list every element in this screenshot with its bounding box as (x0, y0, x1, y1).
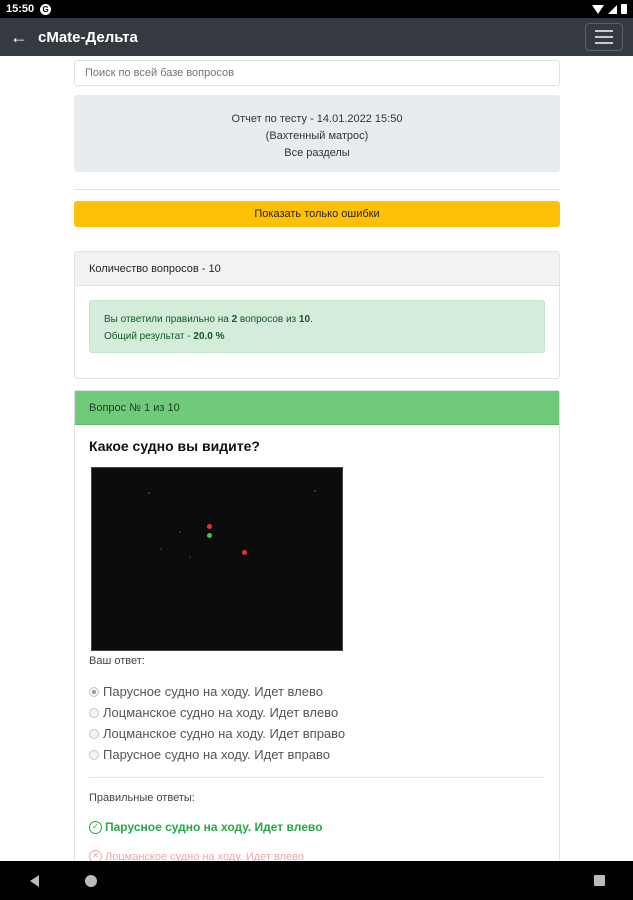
main-content[interactable] (0, 56, 633, 861)
hamburger-menu-button[interactable] (585, 23, 623, 51)
option-label: Лоцманское судно на ходу. Идет влево (103, 705, 339, 720)
app-bar (0, 18, 633, 56)
status-bar (0, 0, 633, 18)
report-role: (Вахтенный матрос) (265, 130, 369, 142)
summary-header: Количество вопросов - 10 (75, 252, 559, 286)
faint-light (314, 490, 316, 492)
nav-back-icon[interactable] (30, 875, 39, 887)
status-time: 15:50 (6, 3, 35, 15)
correct-count: 2 (231, 314, 238, 325)
wrong-answer-text: Лоцманское судно на ходу. Идет влево (105, 850, 304, 861)
correct-answers-label: Правильные ответы: (89, 792, 195, 804)
wifi-icon (592, 5, 604, 14)
answer-option[interactable] (89, 723, 345, 744)
red-light (242, 550, 247, 555)
overall-result: Общий результат - 20.0 % (104, 331, 225, 342)
radio-icon[interactable] (89, 750, 99, 760)
show-errors-button[interactable]: Показать только ошибки (74, 201, 560, 227)
question-image (91, 467, 343, 651)
menu-line (595, 30, 613, 32)
app-title: cMate-Дельта (38, 28, 138, 46)
green-light (207, 533, 212, 538)
total-count: 10 (298, 314, 311, 325)
question-text: Какое судно вы видите? (89, 438, 260, 454)
radio-selected-icon[interactable] (89, 687, 99, 697)
option-label: Лоцманское судно на ходу. Идет вправо (103, 726, 346, 741)
question-card (74, 390, 560, 861)
answer-option[interactable] (89, 702, 345, 723)
answer-option[interactable] (89, 681, 345, 702)
option-label: Парусное судно на ходу. Идет влево (103, 684, 323, 699)
correct-answer (89, 820, 322, 834)
back-arrow-icon[interactable]: ← (10, 26, 28, 47)
status-icons (592, 4, 627, 14)
search-input[interactable]: Поиск по всей базе вопросов (74, 60, 560, 86)
option-label: Парусное судно на ходу. Идет вправо (103, 747, 330, 762)
answer-options (89, 681, 345, 765)
faint-light (179, 531, 181, 533)
correct-count-text: Вы ответили правильно на 2 вопросов из 10. (104, 314, 313, 325)
question-header: Вопрос № 1 из 10 (75, 391, 559, 425)
result-value: 20.0 % (193, 331, 225, 342)
menu-line (595, 42, 613, 44)
signal-icon (608, 5, 617, 14)
report-title: Отчет по тесту - 14.01.2022 15:50 (231, 113, 403, 125)
correct-answer-text: Парусное судно на ходу. Идет влево (105, 820, 323, 834)
wrong-answer (89, 850, 304, 861)
your-answer-label: Ваш ответ: (89, 655, 145, 667)
red-light (207, 524, 212, 529)
navigation-bar (0, 861, 633, 900)
battery-icon (621, 4, 627, 14)
menu-line (595, 36, 613, 38)
faint-light (160, 548, 162, 550)
report-sections: Все разделы (284, 147, 350, 159)
radio-icon[interactable] (89, 729, 99, 739)
nav-home-icon[interactable] (85, 875, 97, 887)
divider (74, 189, 560, 190)
x-circle-icon: ✕ (89, 850, 102, 861)
radio-icon[interactable] (89, 708, 99, 718)
answer-option[interactable] (89, 744, 345, 765)
google-notification-icon: G (40, 4, 51, 15)
check-circle-icon: ✓ (89, 821, 102, 834)
summary-card (74, 251, 560, 379)
divider (89, 777, 545, 778)
report-panel (74, 95, 560, 172)
nav-recents-icon[interactable] (594, 875, 605, 886)
result-alert (89, 300, 545, 353)
faint-light (189, 556, 191, 558)
faint-light (148, 492, 150, 494)
